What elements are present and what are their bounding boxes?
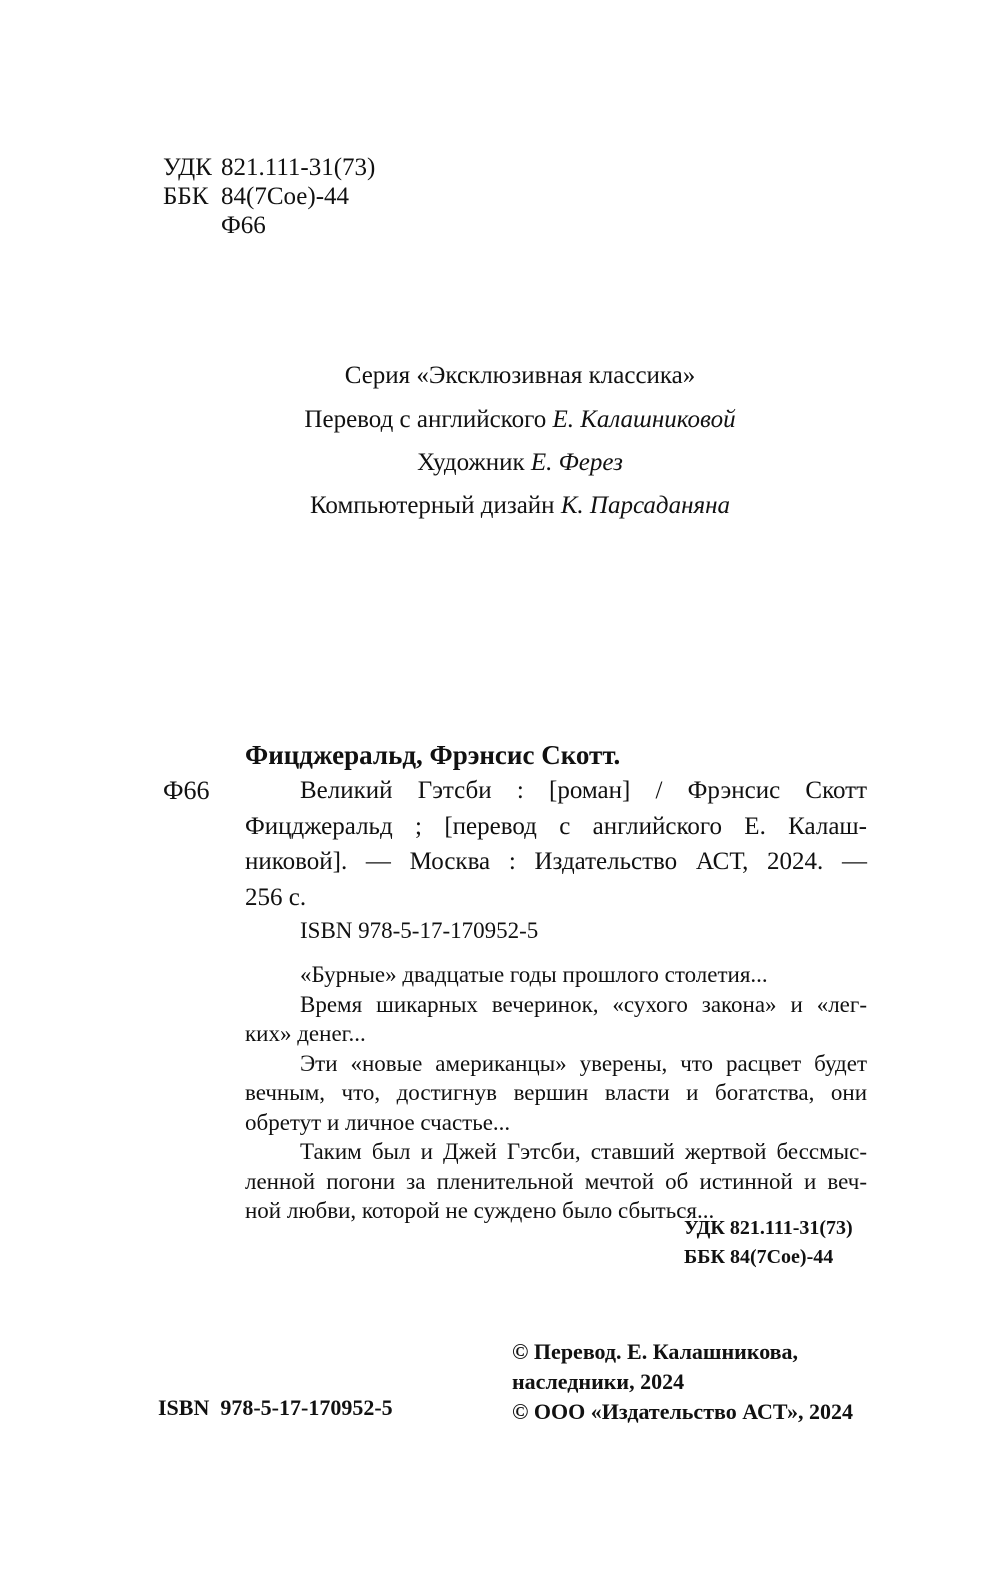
design-prefix: Компьютерный дизайн (310, 492, 555, 519)
series-line (0, 362, 1000, 390)
copyright-line: © ООО «Издательство АСТ», 2024 (512, 1399, 854, 1424)
entry-mark: Ф66 (163, 776, 210, 805)
translation-prefix: Перевод с английского (304, 406, 547, 433)
artist-name: Е. Ферез (530, 449, 623, 476)
author-heading: Фицджеральд, Фрэнсис Скотт. (245, 740, 621, 770)
artist-prefix: Художник (417, 449, 525, 476)
bbk-line (163, 182, 375, 211)
entry-isbn: ISBN 978-5-17-170952-5 (300, 918, 539, 943)
annotation-line: Время шикарных вечеринок, «сухого закона» и «лег- (300, 991, 867, 1017)
copyright-line: © Перевод. Е. Калашникова, (512, 1339, 799, 1364)
footer-isbn-value: 978-5-17-170952-5 (220, 1395, 393, 1420)
bottom-bbk: ББК 84(7Сое)-44 (684, 1246, 834, 1268)
bbk-value: 84(7Сое)-44 (221, 183, 350, 210)
bottom-udk: УДК 821.111-31(73) (684, 1217, 853, 1239)
description-line: 256 с. (245, 883, 307, 911)
annotation-line: вечным, что, достигнув вершин власти и богатства, они (245, 1080, 867, 1105)
entry-description (245, 773, 867, 915)
copyright-block (512, 1337, 853, 1427)
description-line: Великий Гэтсби : [роман] / Фрэнсис Скотт (300, 777, 867, 804)
annotation-line: Таким был и Джей Гэтсби, ставший жертвой бессмыс- (300, 1139, 867, 1164)
translator-name: Е. Калашниковой (552, 406, 736, 433)
author-mark: Ф66 (221, 212, 266, 239)
design-line (0, 492, 1000, 520)
annotation-line: ких» денег... (245, 1021, 366, 1046)
designer-name: К. Парсаданяна (560, 492, 730, 519)
footer-isbn-label: ISBN (158, 1395, 210, 1420)
annotation-line: ленной погони за пленительной мечтой об истинной и веч- (245, 1168, 867, 1194)
bottom-classification (684, 1214, 853, 1272)
description-line: Фицджеральд ; [перевод с английского Е. Калаш- (245, 812, 867, 840)
top-classification (163, 153, 375, 240)
artist-line (0, 449, 1000, 477)
udk-label: УДК (163, 154, 212, 181)
annotation-line: ной любви, которой не суждено было сбыться... (245, 1198, 715, 1223)
copyright-line: наследники, 2024 (512, 1369, 685, 1394)
annotation-line: Эти «новые американцы» уверены, что расцвет будет (300, 1050, 867, 1076)
bbk-label: ББК (163, 183, 209, 210)
annotation (245, 960, 867, 1226)
annotation-line: обретут и личное счастье... (245, 1109, 511, 1135)
udk-line (163, 153, 375, 182)
annotation-line: «Бурные» двадцатые годы прошлого столетия... (300, 962, 768, 987)
translation-line (0, 406, 1000, 434)
description-line: никовой]. — Москва : Издательство АСТ, 2024. — (245, 848, 867, 875)
udk-value: 821.111-31(73) (221, 154, 376, 181)
footer-isbn (158, 1393, 393, 1423)
series-text: Серия «Эксклюзивная классика» (344, 362, 696, 389)
